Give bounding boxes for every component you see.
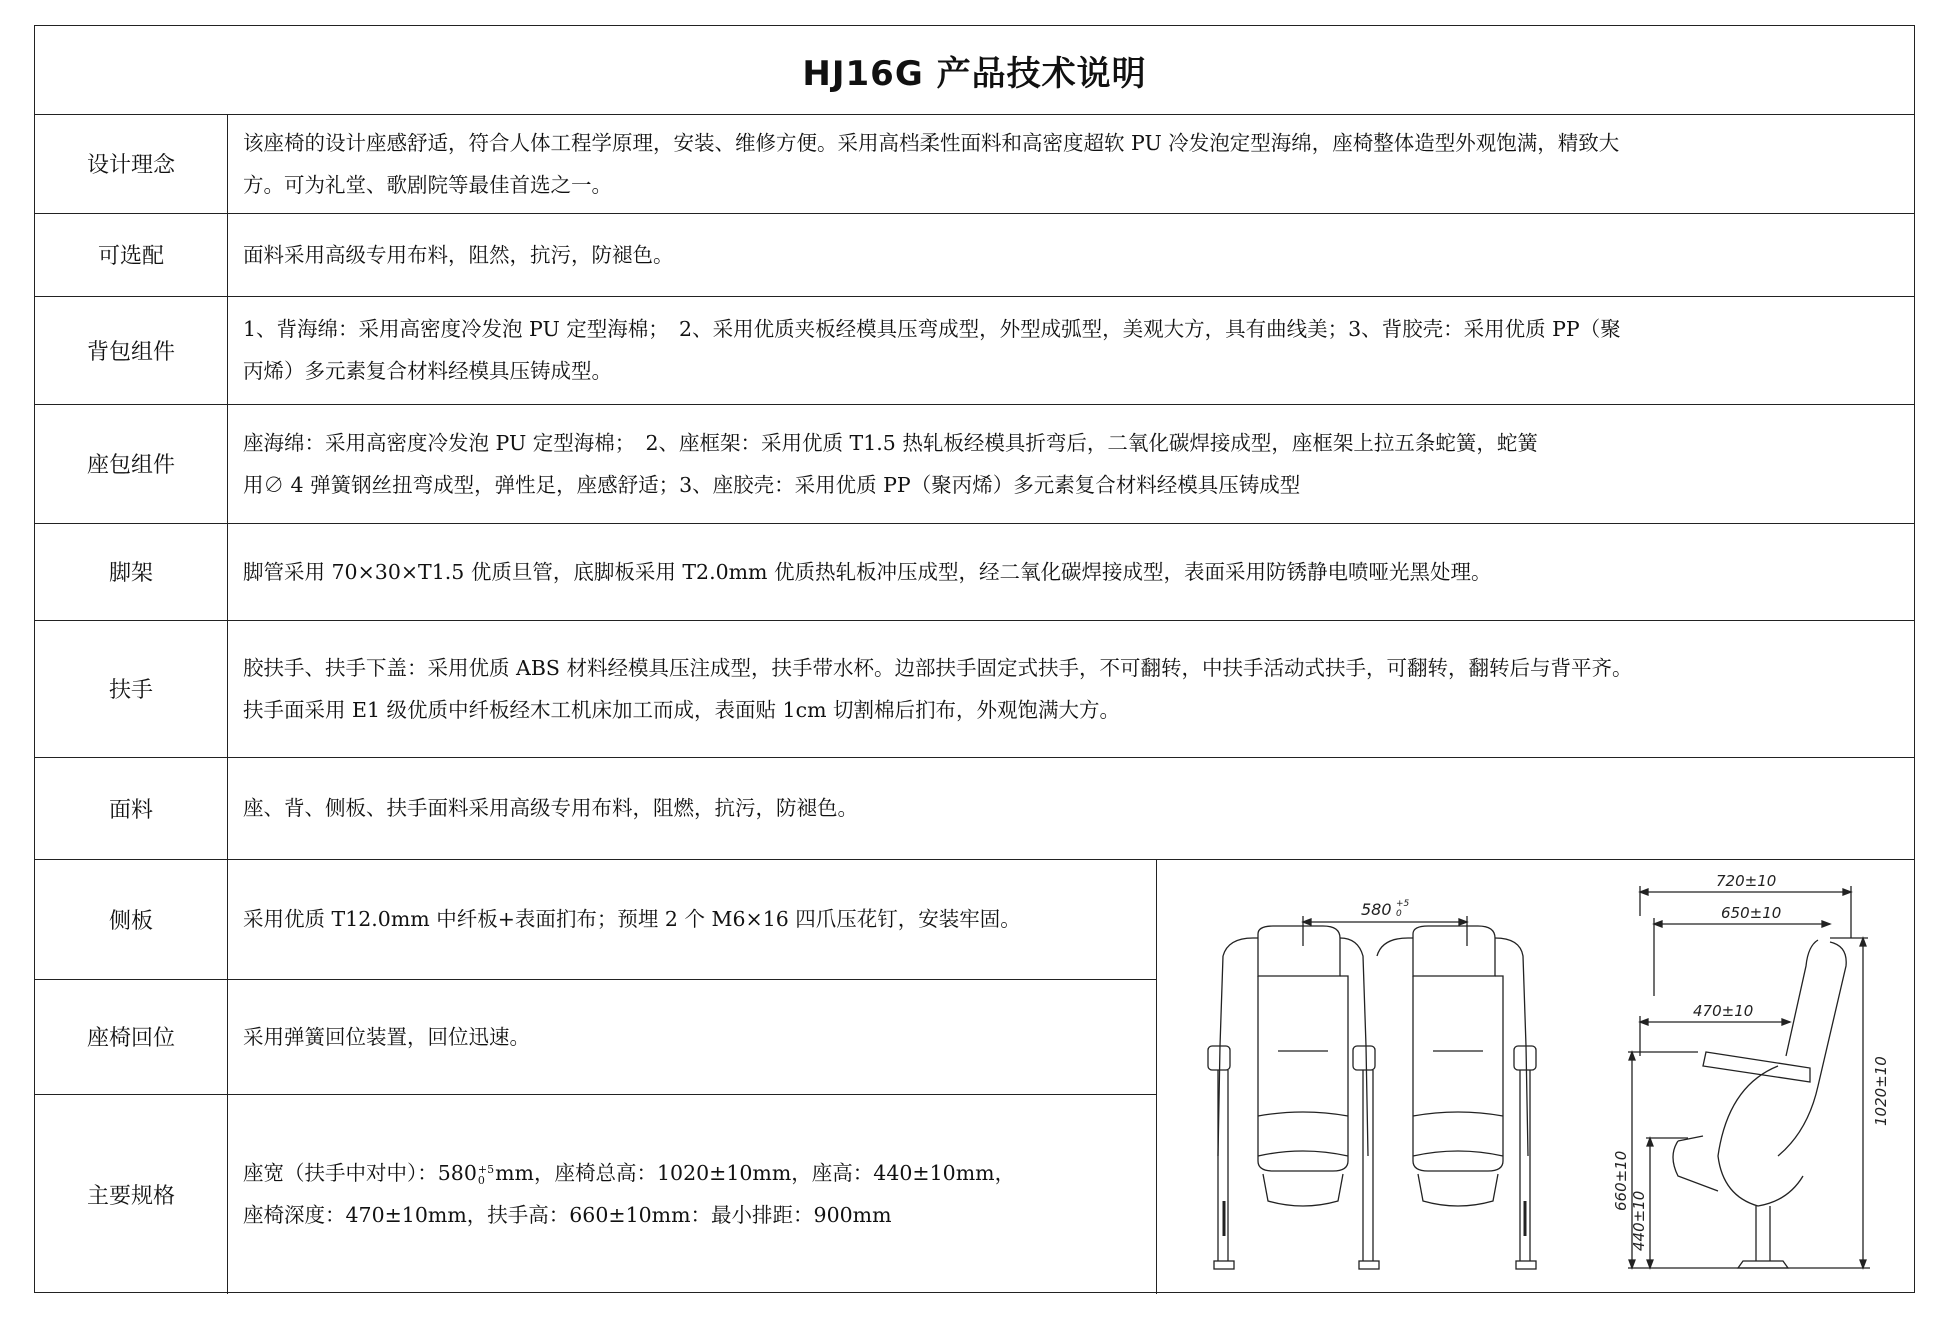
spec-heights: mm，座椅总高：1020±10mm，座高：440±10mm， [495, 1161, 1016, 1185]
spec-seat-width: 座宽（扶手中对中）：580 [243, 1161, 477, 1185]
dim-front-width-tol-upper: +5 [1396, 899, 1410, 909]
dim-front-width: 580 [1361, 900, 1392, 919]
row-label-design: 设计理念 [86, 153, 175, 178]
text-line: 该座椅的设计座感舒适，符合人体工程学原理，安装、维修方便。采用高档柔性面料和高密度超软 PU 冷发泡定型海绵，座椅整体造型外观饱满，精致大 [243, 130, 1620, 155]
dim-seat-height: 440±10 [1630, 1190, 1648, 1251]
text-line: 座、背、侧板、扶手面料采用高级专用布料，阻燃，抗污，防褪色。 [243, 796, 858, 820]
row-label-back: 背包组件 [86, 339, 175, 365]
dim-side-depth-total: 720±10 [1716, 872, 1777, 890]
chair-technical-drawing [1158, 856, 1914, 1292]
column-divider [227, 114, 228, 1294]
text-line: 用∅ 4 弹簧钢丝扭弯成型，弹性足，座感舒适；3、座胶壳：采用优质 PP（聚丙烯）多元素复合材料经模具压铸成型 [243, 472, 1301, 497]
text-line: 1、背海绵：采用高密度冷发泡 PU 定型海棉； 2、采用优质夹板经模具压弯成型，外型成弧型，美观大方，具有曲线美；3、背胶壳：采用优质 PP（聚 [243, 317, 1621, 341]
row-content-back [243, 296, 1621, 404]
side-view [1612, 872, 1890, 1268]
text-line: 采用弹簧回位装置，回位迅速。 [243, 1024, 530, 1049]
text-line: 座椅深度：470±10mm，扶手高：660±10mm：最小排距：900mm [243, 1203, 892, 1227]
row-content-legs [243, 523, 1492, 620]
text-line: 方。可为礼堂、歌剧院等最佳首选之一。 [243, 172, 612, 197]
text-line: 丙烯）多元素复合材料经模具压铸成型。 [243, 359, 612, 383]
row-content-armrest [243, 620, 1632, 757]
row-content-options [243, 213, 674, 296]
page-title: HJ16G 产品技术说明 [802, 53, 1147, 94]
tolerance-upper: +5 [477, 1162, 495, 1176]
spec-sheet [34, 25, 1915, 1293]
text-line: 面料采用高级专用布料，阻然，抗污，防褪色。 [243, 242, 674, 267]
column-divider [1156, 859, 1157, 1294]
dim-total-height: 1020±10 [1872, 1056, 1890, 1126]
row-label-side-panel: 侧板 [108, 908, 153, 934]
dim-seat-depth: 470±10 [1693, 1002, 1754, 1020]
tolerance-lower: 0 [477, 1173, 485, 1187]
dim-side-depth-inner: 650±10 [1721, 904, 1782, 922]
text-line [243, 1152, 1015, 1194]
row-label-legs: 脚架 [108, 561, 153, 586]
row-label-seat: 座包组件 [86, 453, 175, 478]
row-label-fabric: 面料 [108, 797, 153, 823]
row-label-return: 座椅回位 [86, 1026, 175, 1051]
row-content-return [243, 979, 530, 1094]
dim-front-width-tol-lower: 0 [1396, 909, 1402, 919]
row-content-side-panel [243, 859, 1021, 979]
text-line: 胶扶手、扶手下盖：采用优质 ABS 材料经模具压注成型，扶手带水杯。边部扶手固定式扶手，不可翻转，中扶手活动式扶手，可翻转，翻转后与背平齐。 [243, 655, 1633, 680]
row-label-armrest: 扶手 [108, 678, 153, 703]
front-view [1208, 899, 1536, 1269]
text-line: 采用优质 T12.0mm 中纤板+表面扪布；预埋 2 个 M6×16 四爪压花钉，安装牢固。 [243, 907, 1021, 931]
row-label-specs: 主要规格 [86, 1183, 175, 1209]
tolerance [478, 1164, 494, 1186]
row-label-options: 可选配 [97, 244, 164, 269]
text-line: 座海绵：采用高密度冷发泡 PU 定型海棉； 2、座框架：采用优质 T1.5 热轧板经模具折弯后，二氧化碳焊接成型，座框架上拉五条蛇簧，蛇簧 [243, 430, 1538, 455]
chair-drawing-cell [1158, 856, 1914, 1292]
text-line: 脚管采用 70×30×T1.5 优质旦管，底脚板采用 T2.0mm 优质热轧板冲压成型，经二氧化碳焊接成型，表面采用防锈静电喷哑光黑处理。 [243, 559, 1492, 584]
row-content-fabric [243, 757, 858, 859]
row-content-design [243, 114, 1619, 213]
row-content-seat [243, 404, 1538, 523]
text-line: 扶手面采用 E1 级优质中纤板经木工机床加工而成，表面贴 1cm 切割棉后扪布，外观饱满大方。 [243, 697, 1121, 722]
row-content-specs [243, 1094, 1015, 1294]
dim-armrest-height: 660±10 [1612, 1150, 1630, 1211]
